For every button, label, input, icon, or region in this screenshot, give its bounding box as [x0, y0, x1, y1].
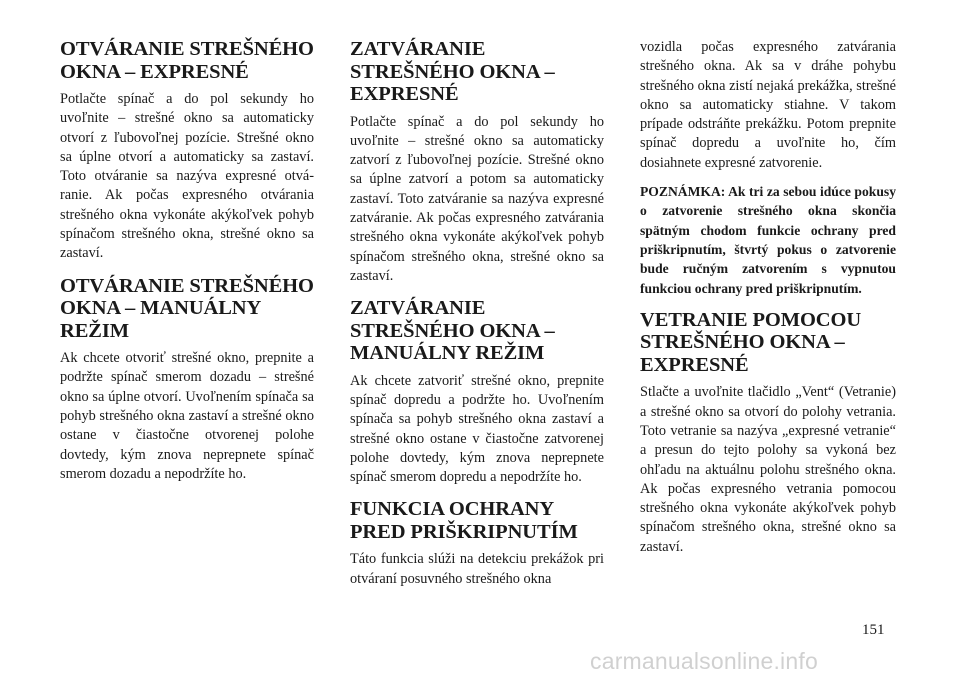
heading-line: FUNKCIA OCHRANY: [350, 498, 555, 521]
section-heading-manual-opening: [60, 275, 314, 343]
heading-line: ZATVÁRANIE: [350, 38, 486, 60]
paragraph-express-opening: Potlačte spínač a do pol sekundy ho uvoľnite – strešné okno sa automaticky otvorí z ľubovoľnej pozície. Strešné okno sa úplne otvorí a automaticky sa zastaví. Toto otváranie sa nazýva expresné otváranie. Ak počas expresného otvárania strešného okna vykonáte akýkoľvek pohyb spínačom strešného okna, strešné okno sa zastaví.: [60, 91, 314, 262]
note-paragraph: POZNÁMKA: Ak tri za sebou idúce pokusy o zatvorenie strešného okna skončia spätným chodom funkcie ochrany pred priškripnutím, štvrtý pokus o zatvorenie bude ručným zatvorením s vypnutou funkciou ochrany pred priškripnutím.: [640, 184, 896, 296]
heading-line: STREŠNÉHO OKNA –: [350, 60, 555, 83]
heading-line: EXPRESNÉ: [350, 83, 459, 105]
heading-line: STREŠNÉHO OKNA –: [640, 331, 845, 354]
column-left: [60, 0, 314, 484]
paragraph-express-venting: Stlačte a uvoľnite tlačidlo „Vent“ (Vetranie) a strešné okno sa otvorí do polohy vetrania. Toto vetranie sa nazýva „expresné vetranie“ a presun do tejto polohy sa vykoná bez ohľadu na aktuálnu polohu strešného okna. Ak počas expresného vetrania pomocou strešného okna vykonáte akýkoľvek pohyb spínačom strešného okna, strešné okno sa zastaví.: [640, 384, 896, 555]
watermark: carmanualsonline.info: [590, 648, 818, 674]
section-heading-express-opening: [60, 38, 314, 83]
paragraph-pinch-protection-continued: vozidla počas expresného zatvárania strešného okna. Ak sa v dráhe pohybu strešného okna zistí nejaká prekážka, strešné okno sa automaticky stiahne. V takom prípade odstráňte prekážku. Potom prepnite spínač dopredu a uvoľnite ho, čím dosiahnete expresné zatvorenie.: [640, 39, 896, 171]
column-right: [640, 0, 896, 557]
page-number: 151: [862, 622, 885, 638]
heading-line: MANUÁLNY REŽIM: [350, 342, 545, 365]
section-heading-manual-closing: [350, 297, 604, 365]
heading-line: EXPRESNÉ: [640, 353, 749, 376]
heading-line: PRED PRIŠKRIPNUTÍM: [350, 520, 578, 543]
section-heading-express-venting: [640, 309, 896, 377]
paragraph-express-closing: Potlačte spínač a do pol sekundy ho uvoľnite – strešné okno sa automaticky zatvorí z ľubovoľnej pozície. Strešné okno sa úplne zatvorí a potom sa automaticky zastaví. Toto zatváranie sa nazýva expresné zatváranie. Ak počas expresného zatvárania strešného okna vykonáte akýkoľvek pohyb spínačom strešného okna, strešné okno sa zastaví.: [350, 113, 604, 284]
column-middle: [350, 0, 604, 589]
heading-line: ZATVÁRANIE: [350, 297, 486, 320]
heading-line: OTVÁRANIE STREŠNÉHO: [60, 274, 314, 297]
heading-line: OKNA – MANUÁLNY: [60, 297, 262, 320]
section-heading-pinch-protection: [350, 498, 604, 543]
paragraph-manual-closing: Ak chcete zatvoriť strešné okno, prepnite spínač dopredu a podržte ho. Uvoľnením spínača sa pohyb strešného okna zastaví a strešné okno ostane v čiastočne zatvorenej polohe dovtedy, kým znova neprepnete spínač smerom dopredu a nepodržíte ho.: [350, 372, 604, 486]
section-heading-express-closing: [350, 38, 604, 106]
paragraph-manual-opening: Ak chcete otvoriť strešné okno, prepnite a podržte spínač smerom dozadu – strešné okno sa úplne otvorí. Uvoľnením spínača sa pohyb strešného okna zastaví a strešné okno ostane v čiastočne otvorenej polohe dovtedy, kým znova neprepnete spínač smerom dozadu a nepodržíte ho.: [60, 350, 314, 482]
heading-line: STREŠNÉHO OKNA –: [350, 319, 555, 342]
paragraph-pinch-protection: Táto funkcia slúži na detekciu prekážok pri otváraní posuvného strešného okna: [350, 551, 604, 587]
heading-line: VETRANIE POMOCOU: [640, 308, 862, 331]
heading-line: OKNA – EXPRESNÉ: [60, 60, 249, 83]
heading-line: OTVÁRANIE STREŠNÉHO: [60, 38, 314, 60]
heading-line: REŽIM: [60, 319, 129, 342]
